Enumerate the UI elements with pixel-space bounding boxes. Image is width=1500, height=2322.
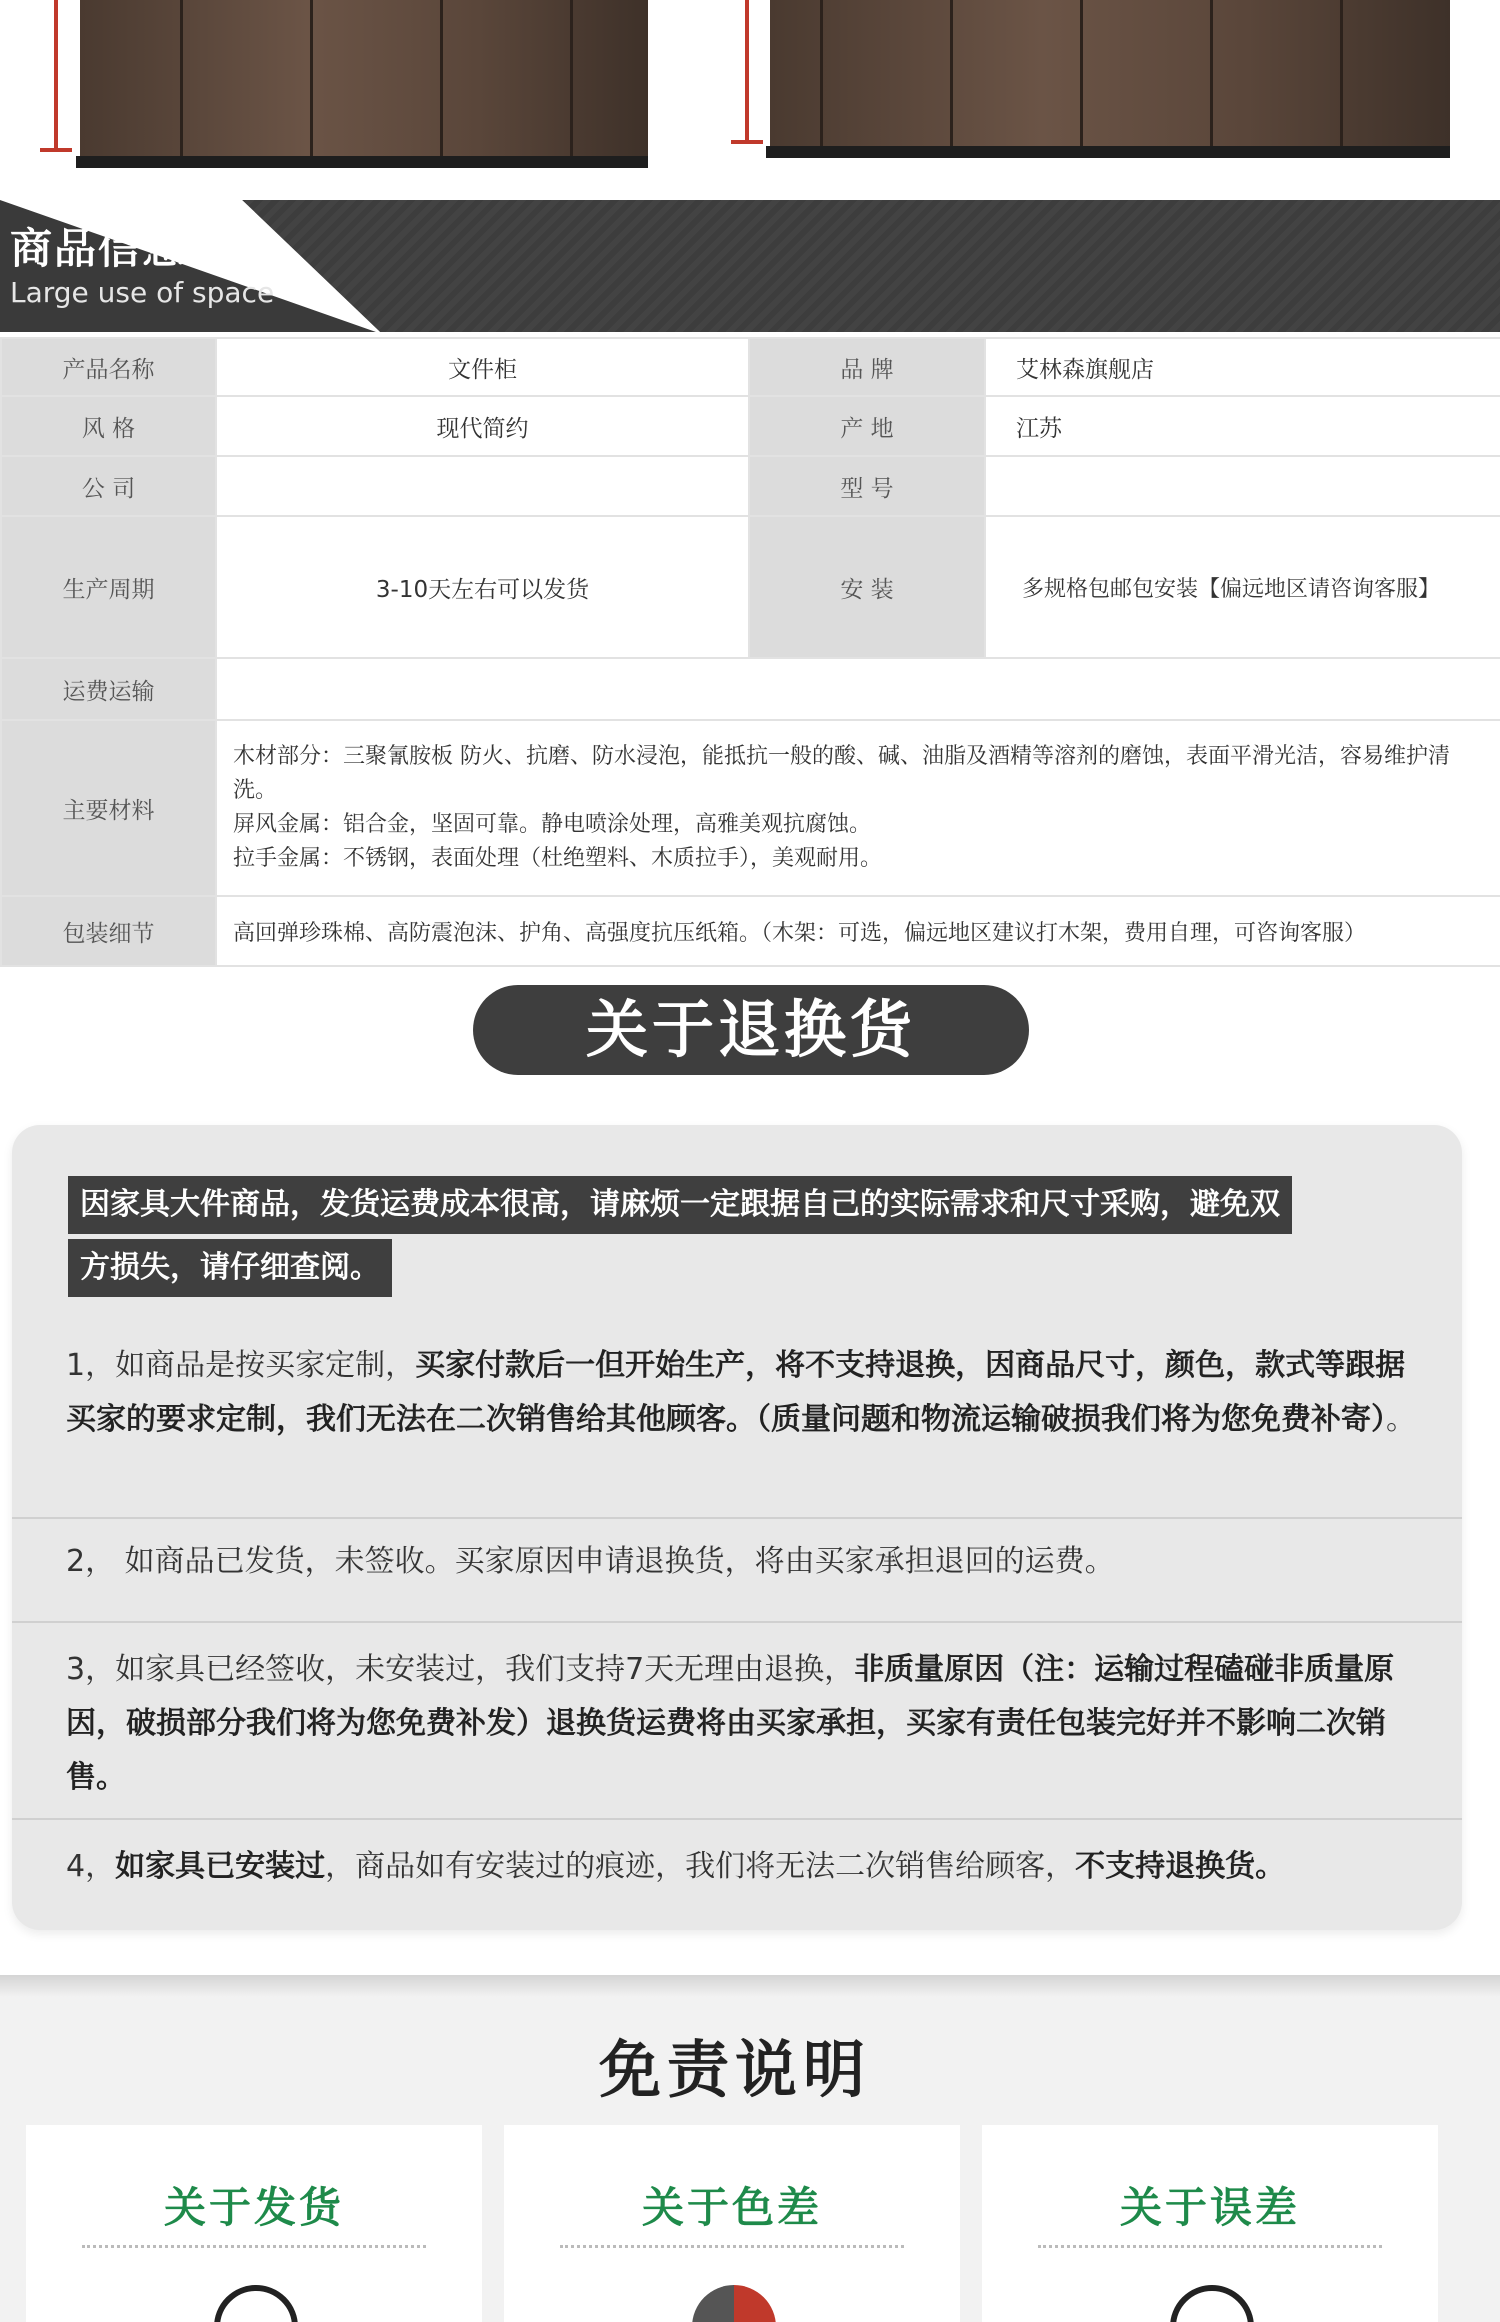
table-row (1, 396, 1500, 456)
policy-item-3-bold: 非质量原因（注：运输过程磕碰非质量原因，破损部分我们将为您免费补发）退换货运费将由买家承担，买家有责任包装完好并不影响二次销售。 (66, 1652, 1395, 1795)
spec-value-model (985, 456, 1500, 516)
dotted-divider (560, 2245, 904, 2248)
spec-label-cycle: 生产周期 (1, 516, 216, 658)
spec-value-origin: 江苏 (985, 396, 1500, 456)
table-row (1, 456, 1500, 516)
spec-label-model: 型 号 (749, 456, 985, 516)
material-screen-line: 屏风金属：铝合金，坚固可靠。静电喷涂处理，高雅美观抗腐蚀。 (233, 812, 872, 837)
policy-item-4-mid: ，商品如有安装过的痕迹，我们将无法二次销售给顾客， (325, 1849, 1076, 1884)
policy-item-1-prefix: 1，如商品是按买家定制， (66, 1348, 416, 1383)
spec-value-style: 现代简约 (216, 396, 749, 456)
spec-label-packing: 包装细节 (1, 896, 216, 966)
policy-item-1 (12, 1339, 1462, 1447)
disclaimer-card-delivery (26, 2125, 482, 2322)
policy-notice-line2: 方损失，请仔细查阅。 (68, 1239, 392, 1297)
spec-value-install: 多规格包邮包安装【偏远地区请咨询客服】 (985, 516, 1500, 658)
disclaimer-card-tolerance (982, 2125, 1438, 2322)
product-spec-table (0, 337, 1500, 967)
policy-item-4-prefix: 4， (66, 1849, 116, 1884)
spec-value-name: 文件柜 (216, 338, 749, 396)
spec-label-style: 风 格 (1, 396, 216, 456)
product-info-subtitle: Large use of space (10, 276, 275, 309)
material-handle-line: 拉手金属：不锈钢，表面处理（杜绝塑料、木质拉手），美观耐用。 (233, 846, 883, 871)
policy-divider (12, 1818, 1462, 1820)
height-dimension-mark-left (54, 0, 58, 152)
spec-value-cycle: 3-10天左右可以发货 (216, 516, 749, 658)
product-info-header (0, 200, 1500, 332)
product-info-title: 商品信息: (10, 224, 205, 273)
spec-label-company: 公 司 (1, 456, 216, 516)
cabinet-base-left (76, 156, 648, 168)
policy-item-1-bold: 买家付款后一但开始生产，将不支持退换，因商品尺寸，颜色，款式等跟据买家的要求定制，我们无法在二次销售给其他顾客。（质量问题和物流运输破损我们将为您免费补寄） (66, 1348, 1406, 1437)
cabinet-image-right (770, 0, 1450, 150)
material-wood-line: 木材部分：三聚氰胺板 防火、抗磨、防水浸泡，能抵抗一般的酸、碱、油脂及酒精等溶剂的磨蚀，表面平滑光洁，容易维护清洗。 (233, 744, 1450, 803)
returns-section-title: 关于退换货 (473, 985, 1029, 1075)
spec-label-shipping: 运费运输 (1, 658, 216, 720)
spec-value-packing: 高回弹珍珠棉、高防震泡沫、护角、高强度抗压纸箱。（木架：可选，偏远地区建议打木架，费用自理，可咨询客服） (216, 896, 1500, 966)
spec-value-material (216, 720, 1500, 896)
policy-item-3-prefix: 3，如家具已经签收，未安装过，我们支持7天无理由退换， (66, 1652, 855, 1687)
height-dimension-tick-right (731, 140, 763, 144)
policy-notice-line1: 因家具大件商品，发货运费成本很高，请麻烦一定跟据自己的实际需求和尺寸采购，避免双 (68, 1176, 1292, 1234)
disclaimer-card-title: 关于色差 (641, 2183, 822, 2232)
policy-item-2: 2， 如商品已发货，未签收。买家原因申请退换货，将由买家承担退回的运费。 (66, 1544, 1115, 1579)
policy-item-4 (12, 1840, 1462, 1894)
policy-item-3 (12, 1643, 1462, 1805)
table-row (1, 896, 1500, 966)
disclaimer-top-shadow (0, 1975, 1500, 1997)
table-row (1, 720, 1500, 896)
delivery-icon (214, 2285, 298, 2322)
dotted-divider (82, 2245, 426, 2248)
disclaimer-title: 免责说明 (598, 2033, 871, 2106)
spec-label-install: 安 装 (749, 516, 985, 658)
disclaimer-card-title: 关于误差 (1119, 2183, 1300, 2232)
table-row (1, 338, 1500, 396)
policy-divider (12, 1621, 1462, 1623)
returns-policy-card (12, 1125, 1462, 1930)
spec-value-brand: 艾林森旗舰店 (985, 338, 1500, 396)
dotted-divider (1038, 2245, 1382, 2248)
policy-item-4-bold-b: 不支持退换货。 (1075, 1849, 1286, 1884)
color-wheel-icon (692, 2285, 776, 2322)
header-white-wedge (0, 200, 1500, 332)
measure-icon (1170, 2285, 1254, 2322)
cabinet-image-left (80, 0, 648, 160)
table-row (1, 516, 1500, 658)
spec-value-shipping (216, 658, 1500, 720)
cabinet-base-right (766, 146, 1450, 158)
disclaimer-card-title: 关于发货 (163, 2183, 344, 2232)
disclaimer-card-color (504, 2125, 960, 2322)
spec-value-company (216, 456, 749, 516)
spec-label-brand: 品 牌 (749, 338, 985, 396)
spec-label-name: 产品名称 (1, 338, 216, 396)
height-dimension-mark-right (745, 0, 749, 144)
policy-item-1-end: 。 (1386, 1402, 1416, 1437)
product-photo-strip (0, 0, 1500, 200)
height-dimension-tick-left (40, 148, 72, 152)
policy-divider (12, 1517, 1462, 1519)
spec-label-material: 主要材料 (1, 720, 216, 896)
table-row (1, 658, 1500, 720)
policy-item-4-bold-a: 如家具已安装过 (115, 1849, 326, 1884)
spec-label-origin: 产 地 (749, 396, 985, 456)
